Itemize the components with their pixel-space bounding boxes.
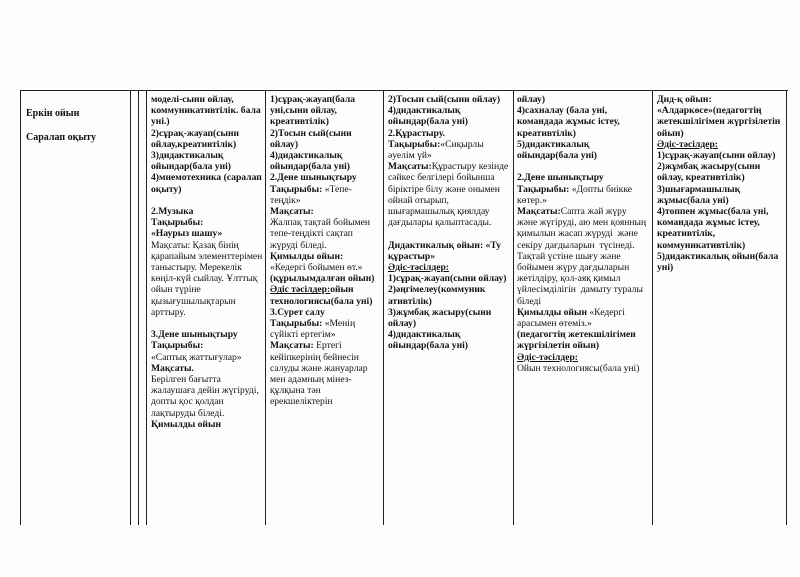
text-run: Ойын технологиясы(бала уні): [517, 362, 640, 374]
column-thursday: [517, 94, 649, 374]
cell-line: [151, 172, 263, 194]
column-divider: [138, 90, 139, 525]
text-run: 3.Дене шынықтыру: [151, 329, 238, 341]
text-run: Әдіс тәсілдер:: [270, 284, 331, 296]
cell-line: [657, 161, 784, 183]
text-run: Сапта жай жүру және жүгіруді, аю мен қоянның қимылын жасап жүруді және секіру дағдыларын түсінеді.: [517, 206, 649, 251]
text-run: 4)дидактикалық ойындар(бала уні): [388, 329, 468, 352]
cell-line: [517, 139, 649, 161]
column-divider: [383, 90, 384, 525]
text-run: Тақырыбы:: [517, 183, 572, 195]
text-run: 2)әңгімелеу(коммуник ативтілік): [388, 284, 488, 307]
text-run: 2)сұрақ-жауап(сыни ойлау,креативтілік): [151, 127, 242, 150]
cell-line: [517, 251, 649, 307]
text-run: ойлау): [517, 94, 546, 105]
cell-line: [517, 352, 649, 363]
cell-line: [270, 318, 380, 340]
column-divider: [265, 90, 266, 525]
cell-line: [657, 251, 784, 273]
cell-line: [270, 184, 380, 206]
text-run: [517, 161, 519, 172]
cell-line: [270, 284, 380, 306]
text-run: 4)сахналау (бала уні, командада жұмыс істеу, креативтілік): [517, 105, 623, 139]
text-run: Мақсаты: Қазақ бінің қарапайым элементтерімен таныстыру. Мерекелік көңіл-күй сыйлау. Ұлттық ойын түріне қызығушылықтарын арттыру.: [151, 239, 265, 318]
text-run: 1)сұрақ-жауап(бала уні,сыни ойлау, креативтілік): [270, 94, 358, 128]
column-friday: [657, 94, 784, 273]
cell-line: [388, 139, 510, 161]
column-divider: [20, 90, 21, 525]
text-run: 1)сұрақ-жауап(сыни ойлау): [388, 273, 507, 285]
cell-line: [151, 240, 263, 318]
text-run: 4)топпен жұмыс(бала уні, командада жұмыс істеу, креативтілік, коммуникативтілік): [657, 206, 771, 251]
cell-line: [388, 105, 510, 127]
cell-line: [151, 374, 263, 419]
text-run: 2.Дене шынықтыру: [517, 172, 604, 184]
cell-line: [657, 139, 784, 150]
cell-line: [270, 307, 380, 318]
text-run: Берілген бағытта жалаушаға дейін жүгіруді, допты қос қолдан лақтыруды біледі.: [151, 374, 262, 419]
text-run: «Кедергі бойымен өт.»: [270, 262, 363, 274]
text-run: «Сиқырлы әуелім үй»: [388, 138, 487, 162]
text-run: Мақсаты:: [388, 161, 432, 173]
text-run: 3)дидактикалық ойындар(бала уні): [151, 150, 231, 173]
column-divider: [786, 90, 787, 525]
text-run: Құрастыру кезінде сәйкес белгілері бойынша біріктіре білу және онымен ойнай отырып, шығармашылық қиялдау дағдылары қалыптасады.: [388, 161, 511, 229]
text-run: Ертегі кейіпкерінің бейнесін салуды және жануарлар мен адамның мінез-құлқына тән ерекшеліктерін: [270, 340, 370, 408]
text-run: 2.Құрастыру.: [388, 127, 445, 139]
text-run: Әдіс-тәсілдер:: [517, 351, 578, 363]
cell-line: [151, 419, 263, 430]
text-run: ойын технологиясы(бала уні): [270, 284, 373, 307]
text-run: 3)шығармашылық жұмыс(бала уні): [657, 183, 743, 206]
text-run: 4)дидактикалық ойындар(бала уні): [388, 105, 468, 128]
text-run: (құрылымдалған ойын): [270, 273, 375, 285]
text-run: «Наурыз шашу»: [151, 228, 223, 240]
cell-line: [517, 94, 649, 105]
text-run: [151, 318, 153, 329]
cell-line: [270, 273, 380, 284]
column-tuesday: [270, 94, 380, 408]
cell-line: [657, 150, 784, 161]
cell-line: [151, 128, 263, 150]
row-label-differentiated-learning: Саралап оқыту: [26, 132, 96, 143]
cell-line: [388, 262, 510, 273]
cell-line: [388, 128, 510, 139]
text-run: 3.Сурет салу: [270, 306, 325, 318]
cell-line: [151, 329, 263, 340]
text-run: Жалпақ тақтай бойымен тепе-теңдікті сақтап жүруді біледі.: [270, 217, 373, 251]
text-run: Әдіс-тәсілдер:: [657, 138, 718, 150]
row-label-free-play: Еркін ойын: [26, 108, 80, 119]
cell-line: [151, 150, 263, 172]
cell-line: [388, 161, 510, 228]
column-divider: [130, 90, 131, 525]
column-divider: [513, 90, 514, 525]
cell-line: [657, 184, 784, 206]
cell-line: [517, 184, 649, 206]
text-run: «Алдаркөсе»(педагогтің жетекшілігімен жүргізілетін ойын): [657, 105, 783, 139]
cell-line: [388, 284, 510, 306]
cell-line: [151, 318, 263, 329]
cell-line: [151, 352, 263, 363]
text-run: моделі-сыни ойлау, коммуникативтілік. бала уні.): [151, 94, 264, 128]
text-run: Тақырыбы:: [151, 217, 204, 229]
text-run: Мақсаты:: [517, 206, 561, 218]
text-run: Мақсаты.: [151, 362, 194, 374]
cell-line: [270, 128, 380, 150]
text-run: 2)Тосын сый(сыни ойлау): [270, 127, 355, 150]
cell-line: [270, 217, 380, 251]
text-run: 2)жұмбақ жасыру(сыни ойлау, креативтілік): [657, 161, 763, 184]
cell-line: [270, 340, 380, 407]
cell-line: [657, 105, 784, 139]
table-top-border: [20, 90, 788, 91]
cell-line: [151, 228, 263, 239]
column-monday: [151, 94, 263, 430]
cell-line: [657, 94, 784, 105]
column-divider: [146, 90, 147, 525]
text-run: Тақырыбы:: [151, 340, 204, 352]
text-run: Тақырыбы:: [270, 318, 325, 330]
cell-line: [517, 161, 649, 172]
cell-line: [151, 94, 263, 128]
cell-line: [151, 363, 263, 374]
text-run: Мақсаты:: [270, 206, 314, 218]
text-run: 4)мнемотехника (саралап оқыту): [151, 172, 265, 195]
text-run: 1)сұрақ-жауап(сыни ойлау): [657, 150, 776, 162]
cell-line: [388, 329, 510, 351]
text-run: «Допты биікке көтер.»: [517, 183, 635, 206]
cell-line: [151, 195, 263, 206]
column-divider: [652, 90, 653, 525]
text-run: Дидактикалық ойын: «Ту құрастыр»: [388, 239, 504, 262]
cell-line: [388, 228, 510, 239]
cell-line: [270, 262, 380, 273]
cell-line: [151, 217, 263, 228]
text-run: «Кедергі арасымен өтеміз.»: [517, 306, 628, 330]
cell-line: [388, 240, 510, 262]
cell-line: [151, 206, 263, 217]
text-run: 2.Дене шынықтыру: [270, 172, 357, 184]
column-wednesday: [388, 94, 510, 352]
text-run: Дид-қ ойын:: [657, 94, 712, 105]
text-run: 2.Музыка: [151, 206, 194, 218]
cell-line: [270, 172, 380, 183]
text-run: Қимылды ойын:: [270, 250, 344, 262]
cell-line: [388, 273, 510, 284]
text-run: «Тепе-теңдік»: [270, 183, 352, 206]
text-run: [151, 195, 153, 206]
cell-line: [388, 307, 510, 329]
text-run: 5)дидактикалық ойындар(бала уні): [517, 138, 597, 162]
text-run: 5)дидактикалық ойын(бала уні): [657, 250, 781, 274]
text-run: Қимылды ойын: [517, 306, 590, 318]
cell-line: [517, 172, 649, 183]
text-run: 4)дидактикалық ойындар(бала уні): [270, 150, 350, 173]
cell-line: [657, 206, 784, 251]
cell-line: [517, 206, 649, 251]
text-run: Әдіс-тәсілдер:: [388, 262, 449, 274]
text-run: Мақсаты:: [270, 340, 317, 352]
lesson-plan-table: [20, 90, 788, 525]
cell-line: [388, 94, 510, 105]
text-run: [388, 228, 390, 239]
cell-line: [270, 150, 380, 172]
text-run: «Менің сүйікті ертегім»: [270, 318, 358, 341]
cell-line: [151, 340, 263, 351]
cell-line: [270, 206, 380, 217]
cell-line: [270, 94, 380, 128]
cell-line: [517, 329, 649, 351]
text-run: (педагогтің жетекшілігімен жүргізілетін ойын): [517, 329, 639, 352]
text-run: 2)Тосын сый(сыни ойлау): [388, 94, 501, 105]
cell-line: [517, 307, 649, 329]
cell-line: [517, 105, 649, 139]
text-run: 3)жұмбақ жасыру(сыни ойлау): [388, 306, 494, 330]
text-run: «Саптық жаттығулар»: [151, 351, 242, 363]
text-run: Тақтай үстіне шығу және бойымен жүру дағдыларын жетілдіру, қол-аяқ қимыл үйлесімділігін дамыту туралы біледі: [517, 250, 646, 307]
text-run: Тақырыбы:: [270, 183, 325, 195]
text-run: Тақырыбы:: [388, 138, 441, 150]
cell-line: [270, 251, 380, 262]
cell-line: [517, 363, 649, 374]
text-run: Қимылды ойын: [151, 418, 221, 430]
